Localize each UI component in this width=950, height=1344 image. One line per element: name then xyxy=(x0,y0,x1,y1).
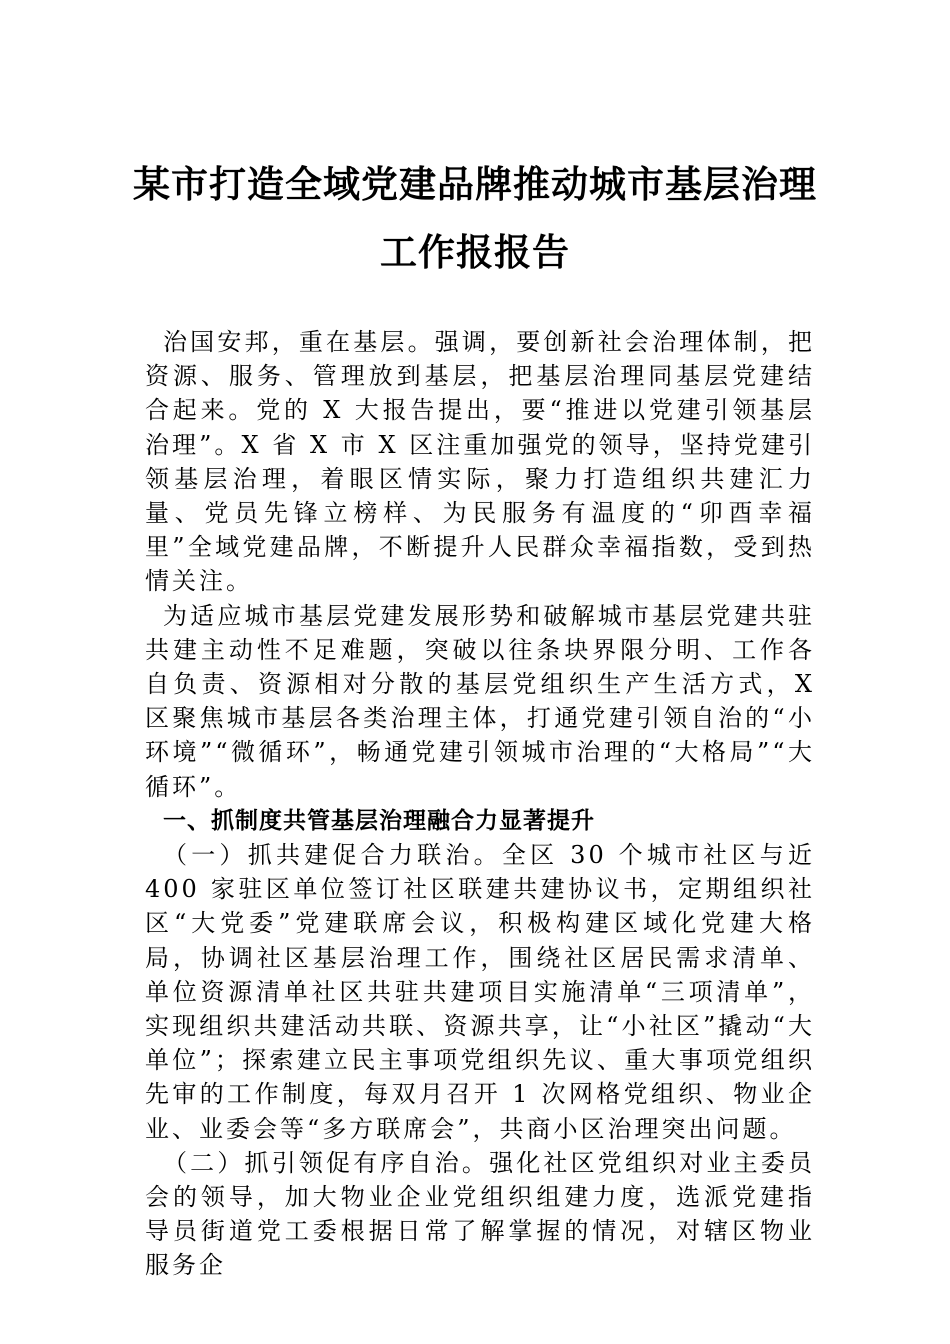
paragraph-background: 为适应城市基层党建发展形势和破解城市基层党建共驻共建主动性不足难题，突破以往条块界限分明、工作各自负责、资源相对分散的基层党组织生产生活方式，X 区聚焦城市基层各类治理主体，打通党建引领自治的“小环境”“微循环”，畅通党建引领城市治理的“大格局”“大循环”。 xyxy=(145,601,815,801)
paragraph-intro: 治国安邦，重在基层。强调，要创新社会治理体制，把资源、服务、管理放到基层，把基层治理同基层党建结合起来。党的 X 大报告提出，要“推进以党建引领基层治理”。X 省 X 市 X 区注重加强党的领导，坚持党建引领基层治理，着眼区情实际，聚力打造组织共建汇力量、党员先锋立榜样、为民服务有温度的“卯酉幸福里”全域党建品牌，不断提升人民群众幸福指数，受到热情关注。 xyxy=(145,328,815,596)
document-title-line-2: 工作报报告 xyxy=(380,230,570,274)
document-title-line-1: 某市打造全域党建品牌推动城市基层治理 xyxy=(133,162,817,206)
section-heading-1: 一、抓制度共管基层治理融合力显著提升 xyxy=(163,807,595,834)
paragraph-subsection-1: （一）抓共建促合力联治。全区 30 个城市社区与近 400 家驻区单位签订社区联建共建协议书，定期组织社区“大党委”党建联席会议，积极构建区域化党建大格局，协调社区基层治理工作，围绕社区居民需求清单、单位资源清单社区共驻共建项目实施清单“三项清单”，实现组织共建活动共联、资源共享，让“小社区”撬动“大单位”；探索建立民主事项党组织先议、重大事项党组织先审的工作制度，每双月召开 1 次网格党组织、物业企业、业委会等“多方联席会”，共商小区治理突出问题。 xyxy=(145,841,815,1143)
paragraph-subsection-2: （二）抓引领促有序自治。强化社区党组织对业主委员会的领导，加大物业企业党组织组建力度，选派党建指导员街道党工委根据日常了解掌握的情况，对辖区物业服务企 xyxy=(145,1148,815,1280)
document-body xyxy=(145,325,815,1283)
